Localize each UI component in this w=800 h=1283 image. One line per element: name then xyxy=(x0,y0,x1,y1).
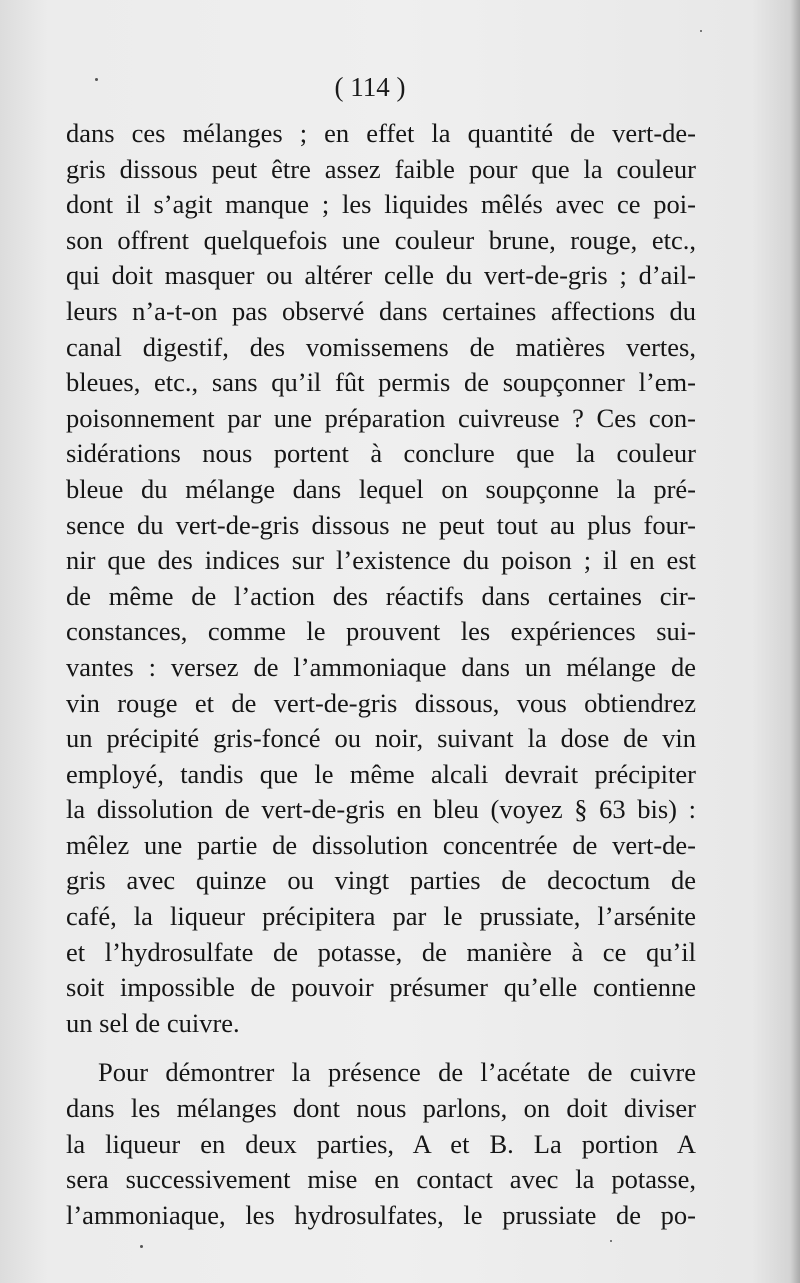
paper-speck xyxy=(95,78,98,81)
text-line: sence du vert-de-gris dissous ne peut tout au plus four- xyxy=(66,509,696,540)
text-line: café, la liqueur précipitera par le prussiate, l’arsénite xyxy=(66,901,696,932)
text-line: mêlez une partie de dissolution concentrée de vert-de- xyxy=(66,829,696,860)
body-text xyxy=(66,116,696,1233)
text-line: qui doit masquer ou altérer celle du vert-de-gris ; d’ail- xyxy=(66,260,696,291)
text-line: gris dissous peut être assez faible pour que la couleur xyxy=(66,153,696,184)
text-line: sidérations nous portent à conclure que la couleur xyxy=(66,438,696,469)
text-line: son offrent quelquefois une couleur brune, rouge, etc., xyxy=(66,224,696,255)
text-line: un précipité gris-foncé ou noir, suivant la dose de vin xyxy=(66,723,696,754)
paper-speck xyxy=(700,30,702,32)
text-line: la liqueur en deux parties, A et B. La portion A xyxy=(66,1128,696,1159)
text-line: constances, comme le prouvent les expériences sui- xyxy=(66,616,696,647)
text-line: bleue du mélange dans lequel on soupçonne la pré- xyxy=(66,473,696,504)
text-line: soit impossible de pouvoir présumer qu’elle contienne xyxy=(66,972,696,1003)
text-line: sera successivement mise en contact avec la potasse, xyxy=(66,1164,696,1195)
text-line: vin rouge et de vert-de-gris dissous, vous obtiendrez xyxy=(66,687,696,718)
text-line: poisonnement par une préparation cuivreuse ? Ces con- xyxy=(66,402,696,433)
text-line: leurs n’a-t-on pas observé dans certaines affections du xyxy=(66,295,696,326)
paragraph-1 xyxy=(66,116,696,1041)
paragraph-gap xyxy=(66,1041,696,1055)
text-line: vantes : versez de l’ammoniaque dans un mélange de xyxy=(66,651,696,682)
text-line: bleues, etc., sans qu’il fût permis de soupçonner l’em- xyxy=(66,367,696,398)
text-line: l’ammoniaque, les hydrosulfates, le prussiate de po- xyxy=(66,1199,696,1230)
page-edge-shadow xyxy=(790,0,800,1283)
text-line: la dissolution de vert-de-gris en bleu (voyez § 63 bis) : xyxy=(66,794,696,825)
text-line: dans ces mélanges ; en effet la quantité de vert-de- xyxy=(66,118,696,148)
text-line: canal digestif, des vomissemens de matières vertes, xyxy=(66,331,696,362)
text-line: gris avec quinze ou vingt parties de decoctum de xyxy=(66,865,696,896)
paragraph-2 xyxy=(66,1055,696,1233)
text-line: dont il s’agit manque ; les liquides mêlés avec ce poi- xyxy=(66,189,696,220)
text-line: nir que des indices sur l’existence du poison ; il en est xyxy=(66,545,696,576)
text-line: un sel de cuivre. xyxy=(66,1007,240,1038)
text-line: Pour démontrer la présence de l’acétate de cuivre xyxy=(98,1057,696,1088)
paper-speck xyxy=(610,1240,612,1242)
paper-speck xyxy=(140,1245,143,1248)
text-line: et l’hydrosulfate de potasse, de manière à ce qu’il xyxy=(66,936,696,967)
text-line: de même de l’action des réactifs dans certaines cir- xyxy=(66,580,696,611)
text-line: employé, tandis que le même alcali devrait précipiter xyxy=(66,758,696,789)
page-number: ( 114 ) xyxy=(334,72,406,102)
text-line: dans les mélanges dont nous parlons, on doit diviser xyxy=(66,1093,696,1124)
